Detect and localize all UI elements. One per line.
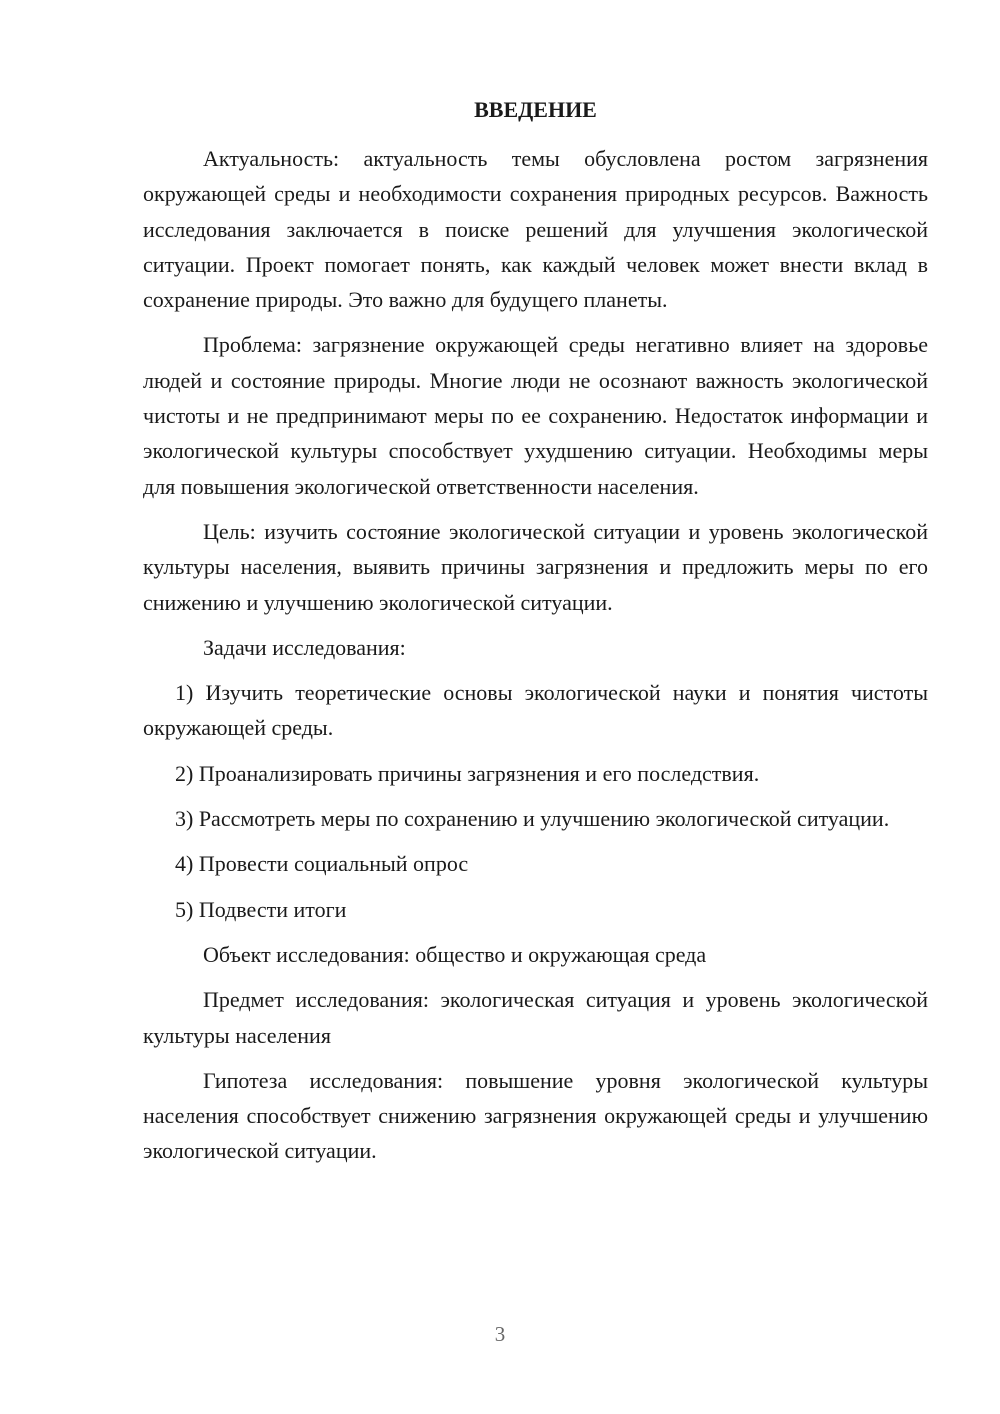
research-object: Объект исследования: общество и окружающая среда [203, 941, 707, 967]
problem-paragraph: Проблема: загрязнение окружающей среды негативно влияет на здоровье людей и состояние природы. Многие люди не осознают важность экологической чистоты и не предпринимают меры по ее сохранению. Недостаток информации и экологической культуры способствует ухудшению ситуации. Необходимы меры для повышения экологической ответственности населения. [143, 332, 928, 499]
task-item-2: 2) Проанализировать причины загрязнения и его последствия. [175, 760, 760, 786]
task-item-5: 5) Подвести итоги [175, 896, 347, 922]
section-title: ВВЕДЕНИЕ [474, 97, 597, 122]
task-item-1: 1) Изучить теоретические основы экологической науки и понятия чистоты окружающей среды. [143, 680, 928, 741]
page-number: 3 [494, 1322, 506, 1346]
research-subject: Предмет исследования: экологическая ситуация и уровень экологической культуры населения [143, 987, 928, 1048]
research-hypothesis: Гипотеза исследования: повышение уровня экологической культуры населения способствует снижению загрязнения окружающей среды и улучшению экологической ситуации. [143, 1067, 928, 1164]
tasks-heading: Задачи исследования: [203, 634, 406, 660]
relevance-paragraph: Актуальность: актуальность темы обусловлена ростом загрязнения окружающей среды и необходимости сохранения природных ресурсов. Важность исследования заключается в поиске решений для улучшения экологической ситуации. Проект помогает понять, как каждый человек может внести вклад в сохранение природы. Это важно для будущего планеты. [143, 146, 928, 313]
document-page [143, 92, 928, 1179]
task-item-4: 4) Провести социальный опрос [175, 851, 469, 877]
goal-paragraph: Цель: изучить состояние экологической ситуации и уровень экологической культуры населения, выявить причины загрязнения и предложить меры по его снижению и улучшению экологической ситуации. [143, 518, 928, 615]
task-item-3: 3) Рассмотреть меры по сохранению и улучшению экологической ситуации. [175, 806, 890, 832]
